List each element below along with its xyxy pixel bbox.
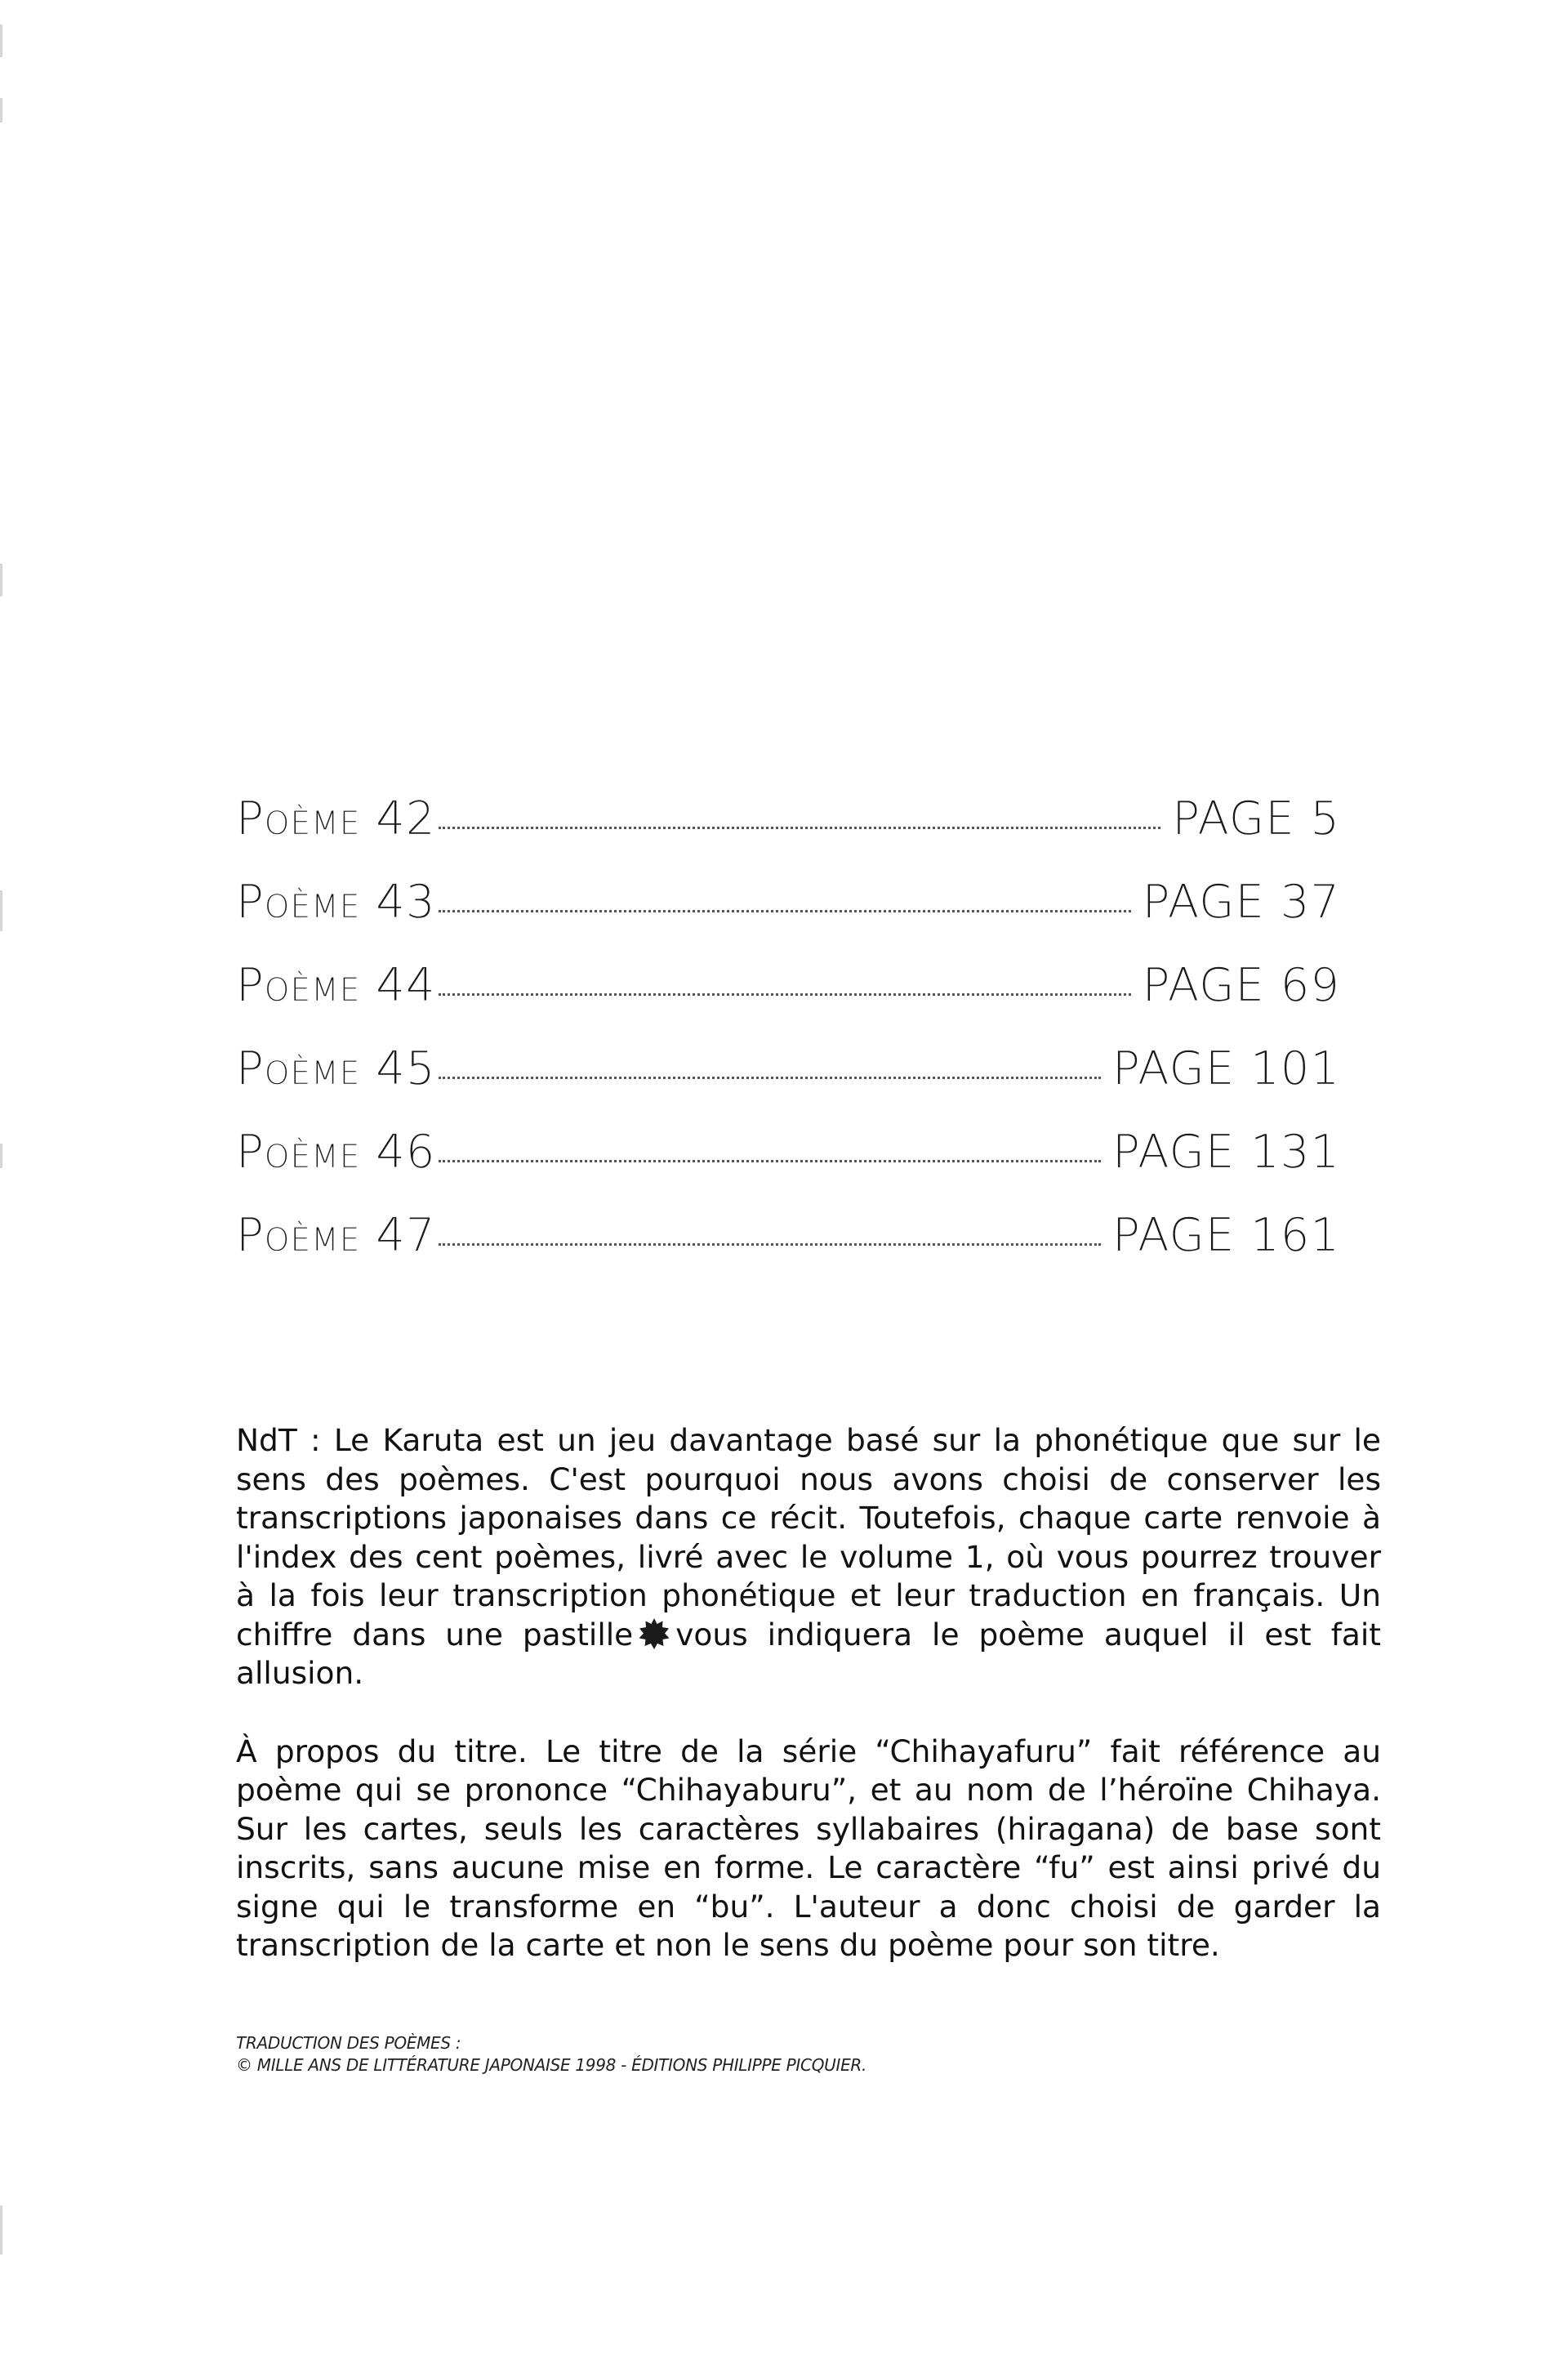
toc-leader-dots: [439, 1243, 1101, 1246]
toc-row[interactable]: [236, 876, 1340, 959]
table-of-contents: [236, 792, 1340, 1292]
toc-page-number: PAGE 161: [1112, 1209, 1340, 1262]
toc-label: Poème 42: [236, 792, 436, 845]
toc-row[interactable]: [236, 1209, 1340, 1292]
toc-row[interactable]: [236, 1126, 1340, 1209]
translation-credits: [236, 2032, 1134, 2076]
toc-row[interactable]: [236, 959, 1340, 1042]
title-note: À propos du titre. Le titre de la série “Chihayafuru” fait référence au poème qui se prononce “Chihayaburu”, et au nom de l’héroïne Chihaya. Sur les cartes, seuls les caractères syllabaires (hiragana) de base sont inscrits, sans aucune mise en forme. Le caractère “fu” est ainsi privé du signe qui le transforme en “bu”. L'auteur a donc choisi de garder la transcription de la carte et non le sens du poème pour son titre.: [236, 1733, 1381, 1963]
toc-label: Poème 47: [236, 1209, 436, 1262]
toc-leader-dots: [439, 827, 1160, 829]
pastille-icon: [638, 1617, 670, 1650]
translator-notes: [236, 1421, 1381, 2005]
toc-label: Poème 45: [236, 1042, 436, 1095]
toc-page-number: PAGE 5: [1172, 792, 1340, 845]
toc-leader-dots: [439, 993, 1130, 996]
translator-note: [236, 1421, 1381, 1693]
toc-label: Poème 43: [236, 876, 436, 929]
page-edge-marks: [0, 0, 3, 2355]
credits-line: © MILLE ANS DE LITTÉRATURE JAPONAISE 1998 - ÉDITIONS PHILIPPE PICQUIER.: [236, 2055, 867, 2075]
toc-page-number: PAGE 69: [1142, 959, 1340, 1012]
toc-row[interactable]: [236, 792, 1340, 876]
toc-label: Poème 44: [236, 959, 436, 1012]
toc-page-number: PAGE 37: [1142, 876, 1340, 929]
toc-page-number: PAGE 101: [1112, 1042, 1340, 1095]
toc-page-number: PAGE 131: [1112, 1126, 1340, 1179]
toc-leader-dots: [439, 1077, 1101, 1079]
toc-leader-dots: [439, 910, 1130, 912]
toc-row[interactable]: [236, 1042, 1340, 1126]
credits-line: TRADUCTION DES POÈMES :: [236, 2033, 461, 2053]
translator-note-text-end: vous indiquera le poème auquel il est fait allusion.: [236, 1616, 1381, 1691]
toc-label: Poème 46: [236, 1126, 436, 1179]
toc-leader-dots: [439, 1160, 1101, 1162]
translator-note-text: NdT : Le Karuta est un jeu davantage basé sur la phonétique que sur le sens des poèmes. C'est pourquoi nous avons choisi de conserver les transcriptions japonaises dans ce récit. Toutefois, chaque carte renvoie à l'index des cent poèmes, livré avec le volume 1, où vous pourrez trouver à la fois leur transcription phonétique et leur traduction en français. Un chiffre dans une pastille: [236, 1422, 1381, 1653]
